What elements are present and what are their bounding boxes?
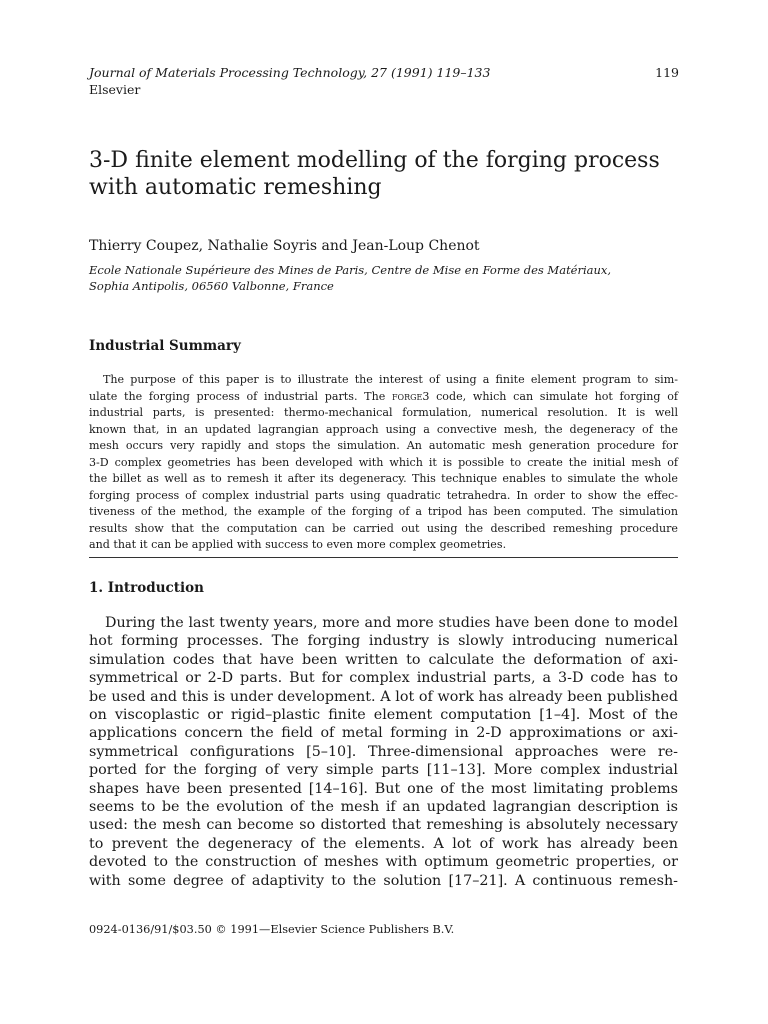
body-line: on viscoplastic or rigid–plastic finite element computation [1–4]. Most of the [89,707,678,724]
copyright-footer: 0924-0136/91/$03.50 © 1991—Elsevier Science Publishers B.V. [89,923,455,936]
section-divider [89,557,678,558]
summary-heading: Industrial Summary [89,338,241,354]
summary-line: mesh occurs very rapidly and stops the simulation. An automatic mesh generation procedure for [89,439,678,452]
body-line: hot forming processes. The forging industry is slowly introducing numerical [89,633,678,650]
body-line: seems to be the evolution of the mesh if an updated lagrangian description is [89,799,678,816]
body-line: applications concern the field of metal forming in 2-D approximations or axi- [89,725,678,742]
body-line: to prevent the degeneracy of the elements. A lot of work has already been [89,835,678,852]
body-line: symmetrical or 2-D parts. But for complex industrial parts, a 3-D code has to [89,670,678,687]
body-line: used: the mesh can become so distorted that remeshing is absolutely necessary [89,817,678,834]
publisher-name: Elsevier [89,82,141,97]
body-line: ported for the forging of very simple parts [11–13]. More complex industrial [89,762,678,779]
article-title: 3-D finite element modelling of the forging process with automatic remeshing [89,148,660,200]
summary-line: ulate the forging process of industrial parts. The forge3 code, which can simulate hot forging of [89,389,679,403]
industrial-summary [89,372,678,554]
summary-line: the billet as well as to remesh it after its degeneracy. This technique enables to simulate the whole [89,472,678,485]
summary-line: industrial parts, is presented: thermo-mechanical formulation, numerical resolution. It is well [89,406,678,419]
affiliation-line: Sophia Antipolis, 06560 Valbonne, France [89,279,334,293]
introduction-heading: 1. Introduction [89,580,204,596]
introduction-body [89,614,678,890]
summary-line: and that it can be applied with success to even more complex geometries. [89,538,507,551]
body-line: simulation codes that have been written to calculate the deformation of axi- [89,651,678,668]
body-line: shapes have been presented [14–16]. But one of the most limitating problems [89,780,678,797]
affiliation-line: Ecole Nationale Supérieure des Mines de Paris, Centre de Mise en Forme des Matériaux, [89,263,612,277]
page-number: 119 [655,65,679,80]
summary-line: known that, in an updated lagrangian approach using a convective mesh, the degeneracy of the [89,422,678,436]
summary-line: forging process of complex industrial parts using quadratic tetrahedra. In order to show the effec- [89,488,678,502]
author-list: Thierry Coupez, Nathalie Soyris and Jean-Loup Chenot [89,238,480,254]
summary-line: results show that the computation can be carried out using the described remeshing procedure [89,521,678,535]
summary-line: 3-D complex geometries has been developed with which it is possible to create the initial mesh of [89,455,678,469]
summary-line: tiveness of the method, the example of the forging of a tripod has been computed. The simulation [89,505,678,518]
body-line: During the last twenty years, more and more studies have been done to model [105,615,678,631]
summary-line: The purpose of this paper is to illustrate the interest of using a finite element program to sim- [103,373,678,386]
journal-header [89,64,679,98]
body-line: symmetrical configurations [5–10]. Three-dimensional approaches were re- [89,743,678,760]
body-line: be used and this is under development. A lot of work has already been published [89,688,678,705]
author-affiliation [89,262,679,294]
journal-citation: Journal of Materials Processing Technology, 27 (1991) 119–133 [89,65,491,80]
body-line: with some degree of adaptivity to the solution [17–21]. A continuous remesh- [89,872,678,889]
body-line: devoted to the construction of meshes with optimum geometric properties, or [89,854,678,871]
